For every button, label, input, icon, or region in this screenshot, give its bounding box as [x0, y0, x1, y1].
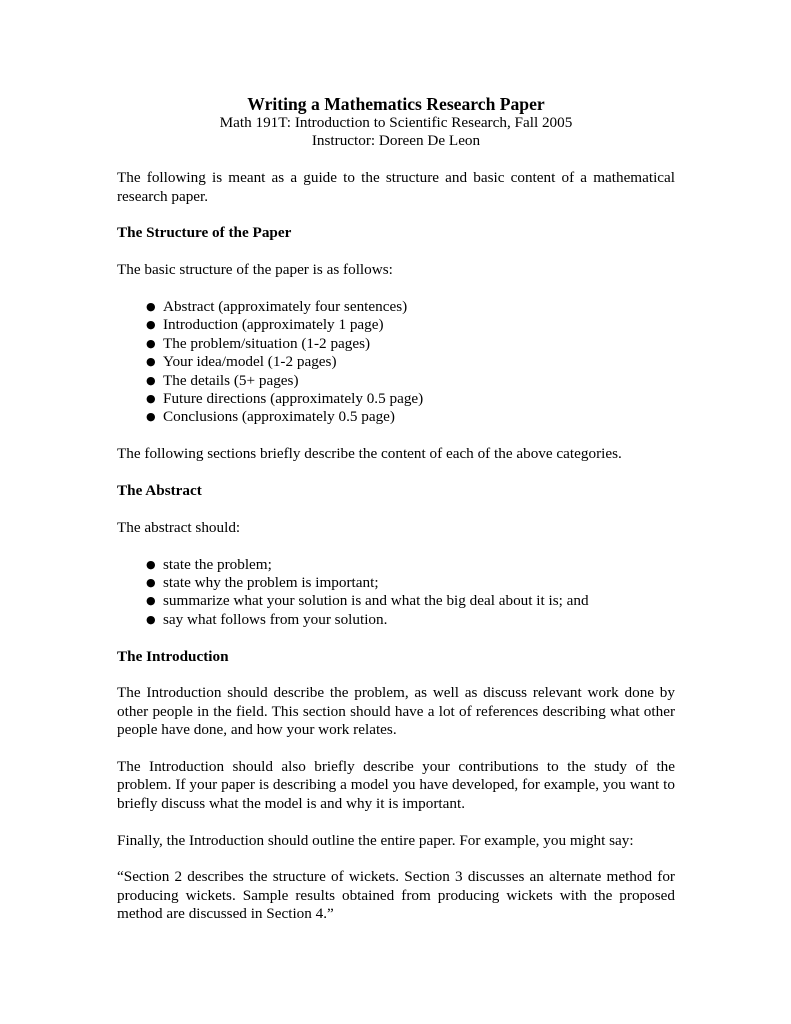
- bullet-icon: ●: [146, 318, 156, 332]
- list-item-text: state why the problem is important;: [163, 574, 379, 592]
- bullet-icon: ●: [146, 300, 156, 313]
- structure-lead: The basic structure of the paper is as follows:: [117, 261, 393, 279]
- list-item: [146, 298, 675, 316]
- intro-paragraph: The following is meant as a guide to the structure and basic content of a mathematical research paper.: [117, 169, 675, 205]
- list-item: [146, 408, 675, 426]
- bullet-icon: ●: [146, 612, 156, 626]
- abstract-heading: The Abstract: [117, 482, 202, 500]
- abstract-lead: The abstract should:: [117, 518, 241, 536]
- introduction-paragraph: The Introduction should also briefly describe your contributions to the study of the problem. If your paper is describing a model you have developed, for example, you want to briefly discuss what the model is and why it is important.: [117, 758, 675, 812]
- list-item-text: summarize what your solution is and what the big deal about it is; and: [163, 592, 589, 610]
- introduction-heading: The Introduction: [117, 647, 229, 665]
- list-item: [146, 335, 675, 353]
- list-item: [146, 353, 675, 371]
- bullet-icon: ●: [146, 576, 156, 590]
- list-item: [146, 611, 675, 629]
- list-item: [146, 372, 675, 390]
- list-item-text: The details (5+ pages): [163, 371, 299, 389]
- bullet-icon: ●: [146, 410, 156, 424]
- document-title: Writing a Mathematics Research Paper: [247, 94, 545, 114]
- list-item-text: Abstract (approximately four sentences): [163, 298, 408, 315]
- introduction-quote: “Section 2 describes the structure of wickets. Section 3 discusses an alternate method for producing wickets. Sample results obtained from producing wickets with the proposed method are discussed in Section 4.”: [117, 868, 675, 923]
- list-item: [146, 316, 675, 334]
- list-item-text: Conclusions (approximately 0.5 page): [163, 408, 395, 426]
- bullet-icon: ●: [146, 392, 156, 406]
- bullet-icon: ●: [146, 557, 156, 571]
- list-item-text: Your idea/model (1-2 pages): [163, 353, 337, 371]
- document-page: [117, 94, 675, 924]
- instructor-line: Instructor: Doreen De Leon: [311, 132, 481, 150]
- list-item: [146, 574, 675, 592]
- structure-closing: The following sections briefly describe the content of each of the above categories.: [117, 445, 622, 463]
- structure-list: [117, 298, 675, 427]
- bullet-icon: ●: [146, 373, 156, 387]
- introduction-paragraph: Finally, the Introduction should outline the entire paper. For example, you might say:: [117, 831, 634, 849]
- list-item: [146, 592, 675, 610]
- list-item-text: say what follows from your solution.: [163, 610, 388, 628]
- list-item-text: Future directions (approximately 0.5 page): [163, 390, 424, 408]
- abstract-list: [117, 556, 675, 630]
- list-item-text: The problem/situation (1-2 pages): [163, 334, 371, 352]
- list-item-text: state the problem;: [163, 555, 272, 573]
- list-item: [146, 556, 675, 574]
- list-item: [146, 390, 675, 408]
- list-item-text: Introduction (approximately 1 page): [163, 316, 384, 334]
- bullet-icon: ●: [146, 336, 156, 350]
- bullet-icon: ●: [146, 355, 156, 369]
- bullet-icon: ●: [146, 594, 156, 608]
- course-line: Math 191T: Introduction to Scientific Research, Fall 2005: [219, 114, 573, 131]
- structure-heading: The Structure of the Paper: [117, 224, 292, 242]
- introduction-paragraph: The Introduction should describe the problem, as well as discuss relevant work done by other people in the field. This section should have a lot of references describing what other people have done, and how your work relates.: [117, 684, 675, 739]
